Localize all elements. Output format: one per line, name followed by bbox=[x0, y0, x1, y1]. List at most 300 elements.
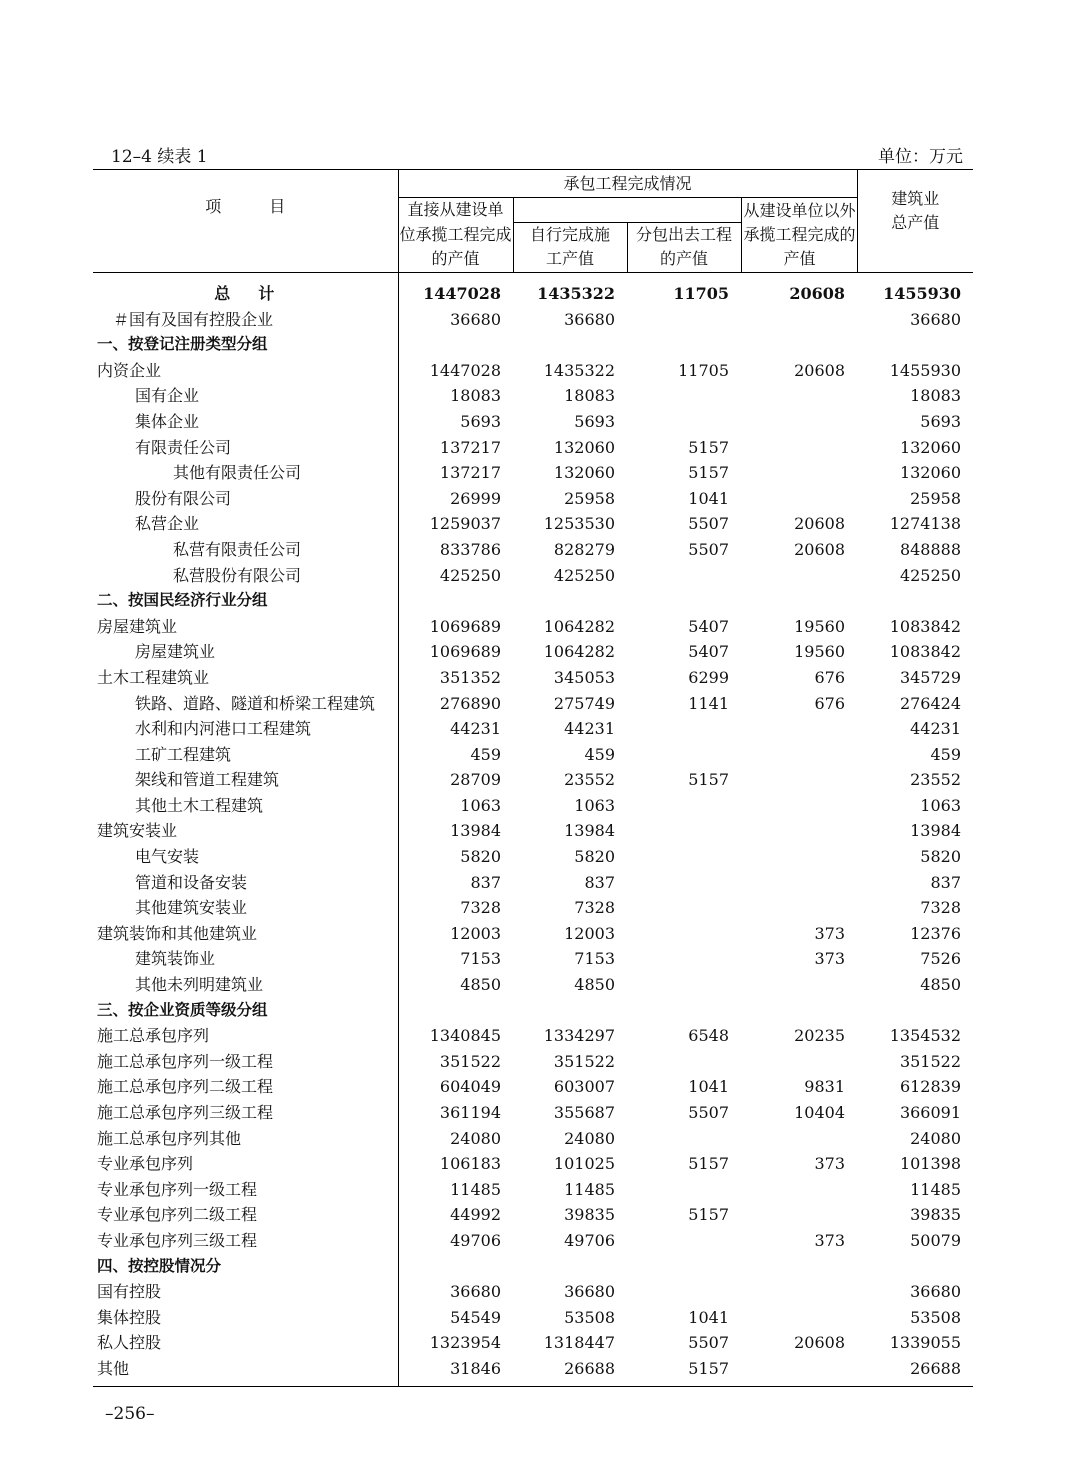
row-value: 676 bbox=[814, 667, 846, 687]
row-value: 351522 bbox=[899, 1051, 962, 1071]
row-label: 施工总承包序列 bbox=[97, 1026, 210, 1046]
row-value bbox=[627, 588, 741, 614]
row-value: 10404 bbox=[794, 1103, 846, 1122]
table-row bbox=[93, 818, 973, 844]
table-row bbox=[93, 1228, 973, 1254]
row-value bbox=[627, 1126, 741, 1152]
table-row bbox=[93, 691, 973, 717]
table-header bbox=[93, 170, 973, 273]
row-value: 11485 bbox=[398, 1177, 513, 1203]
row-value bbox=[741, 998, 857, 1024]
row-label: 二、按国民经济行业分组 bbox=[97, 591, 268, 610]
table-row bbox=[93, 1330, 973, 1356]
row-label: 工矿工程建筑 bbox=[135, 744, 232, 764]
row-value: 361194 bbox=[398, 1100, 513, 1126]
row-value: 20608 bbox=[794, 1333, 846, 1353]
table-row bbox=[93, 639, 973, 665]
row-value: 20235 bbox=[794, 1026, 846, 1046]
row-value bbox=[398, 588, 513, 614]
col-self-header: 自行完成施工产值 bbox=[513, 222, 627, 272]
row-value: 53508 bbox=[564, 1307, 615, 1327]
table-row bbox=[93, 1151, 973, 1177]
row-label: 建筑安装业 bbox=[97, 821, 178, 841]
row-label: 国有企业 bbox=[135, 386, 200, 406]
row-label: 施工总承包序列三级工程 bbox=[97, 1103, 274, 1122]
row-value: 12003 bbox=[564, 923, 615, 943]
row-value: 425250 bbox=[398, 563, 513, 589]
row-value: 1063 bbox=[398, 793, 513, 819]
row-label: 总 计 bbox=[214, 284, 281, 303]
row-value: 20608 bbox=[794, 360, 846, 380]
unit-label: 单位：万元 bbox=[878, 147, 963, 167]
table-row bbox=[93, 537, 973, 563]
table-row bbox=[93, 844, 973, 870]
row-value bbox=[513, 332, 627, 358]
row-value: 5820 bbox=[920, 847, 962, 867]
row-value: 459 bbox=[584, 744, 615, 764]
row-value: 7153 bbox=[398, 946, 513, 972]
table-row bbox=[93, 1356, 973, 1386]
row-value bbox=[398, 332, 513, 358]
table-row bbox=[93, 273, 973, 307]
row-value bbox=[741, 767, 857, 793]
row-value: 1069689 bbox=[398, 614, 513, 640]
row-label: 集体控股 bbox=[97, 1307, 162, 1327]
row-value: 26688 bbox=[513, 1356, 627, 1386]
row-value bbox=[741, 1305, 857, 1331]
table-row bbox=[93, 307, 973, 333]
row-value: 49706 bbox=[564, 1230, 615, 1250]
row-value: 132060 bbox=[899, 463, 962, 483]
table-row bbox=[93, 716, 973, 742]
col-other-header: 从建设单位以外承揽工程完成的产值 bbox=[741, 198, 857, 273]
row-value: 132060 bbox=[553, 437, 615, 457]
table-id: 12–4 续表 1 bbox=[111, 147, 208, 167]
row-value bbox=[627, 563, 741, 589]
row-value bbox=[741, 563, 857, 589]
row-value bbox=[627, 307, 741, 333]
table-row bbox=[93, 1023, 973, 1049]
row-value: 24080 bbox=[910, 1128, 962, 1148]
col-item-header: 项 目 bbox=[93, 170, 398, 273]
row-value: 459 bbox=[398, 742, 513, 768]
row-value bbox=[741, 1279, 857, 1305]
row-value bbox=[627, 1279, 741, 1305]
row-value: 101025 bbox=[553, 1154, 615, 1174]
row-label: 私营有限责任公司 bbox=[173, 539, 302, 559]
table-row bbox=[93, 1177, 973, 1203]
row-value bbox=[741, 307, 857, 333]
row-value: 11705 bbox=[678, 360, 729, 380]
row-value bbox=[627, 921, 741, 947]
row-value bbox=[741, 793, 857, 819]
row-value: 7328 bbox=[920, 898, 962, 918]
row-label: 施工总承包序列一级工程 bbox=[97, 1051, 274, 1071]
row-label: 水利和内河港口工程建筑 bbox=[135, 719, 312, 739]
row-label: 专业承包序列 bbox=[97, 1154, 194, 1174]
row-value: 13984 bbox=[398, 818, 513, 844]
row-value bbox=[627, 895, 741, 921]
row-value bbox=[627, 1049, 741, 1075]
row-value: 12003 bbox=[398, 921, 513, 947]
table-row bbox=[93, 1202, 973, 1228]
row-label: 私营企业 bbox=[135, 514, 200, 534]
row-value: 44231 bbox=[910, 719, 962, 739]
table-row bbox=[93, 767, 973, 793]
row-value: 833786 bbox=[398, 537, 513, 563]
row-value: 18083 bbox=[398, 383, 513, 409]
row-value bbox=[627, 332, 741, 358]
row-value: 5507 bbox=[688, 1103, 729, 1122]
row-value: 36680 bbox=[910, 1282, 962, 1302]
row-value: 373 bbox=[814, 1154, 846, 1174]
table-row bbox=[93, 358, 973, 384]
row-value: 275749 bbox=[553, 693, 615, 713]
row-label: 电气安装 bbox=[135, 847, 200, 867]
row-label: 内资企业 bbox=[97, 360, 162, 380]
row-value: 1063 bbox=[920, 795, 962, 815]
row-label: 有限责任公司 bbox=[135, 437, 232, 457]
row-value: 351352 bbox=[398, 665, 513, 691]
table-row bbox=[93, 946, 973, 972]
table-row bbox=[93, 1279, 973, 1305]
row-value: 44231 bbox=[564, 719, 615, 739]
row-value: 5820 bbox=[574, 847, 615, 867]
row-value: 1455930 bbox=[889, 360, 962, 380]
row-label: 股份有限公司 bbox=[135, 488, 232, 508]
row-value bbox=[513, 588, 627, 614]
row-value bbox=[627, 409, 741, 435]
row-value: 5157 bbox=[688, 437, 729, 457]
table-row bbox=[93, 1100, 973, 1126]
row-value: 26688 bbox=[857, 1356, 973, 1386]
row-value bbox=[741, 1356, 857, 1386]
table-row bbox=[93, 511, 973, 537]
row-value: 1455930 bbox=[883, 284, 962, 303]
row-value bbox=[741, 844, 857, 870]
row-value: 7328 bbox=[398, 895, 513, 921]
table-row bbox=[93, 1254, 973, 1280]
row-label: 集体企业 bbox=[135, 411, 200, 431]
row-value: 345053 bbox=[553, 667, 615, 687]
row-value: 54549 bbox=[398, 1305, 513, 1331]
table-body bbox=[93, 273, 973, 1387]
row-label: 三、按企业资质等级分组 bbox=[97, 1000, 268, 1019]
row-value: 355687 bbox=[553, 1103, 615, 1122]
row-value: 20608 bbox=[794, 539, 846, 559]
row-value bbox=[741, 435, 857, 461]
row-value: 132060 bbox=[553, 463, 615, 483]
row-value: 1041 bbox=[688, 488, 729, 508]
row-label: 专业承包序列一级工程 bbox=[97, 1179, 258, 1199]
row-value: 1063 bbox=[574, 795, 615, 815]
row-value: 20608 bbox=[789, 284, 846, 303]
row-value: 1041 bbox=[688, 1307, 729, 1327]
row-value: 44231 bbox=[398, 716, 513, 742]
row-value bbox=[741, 972, 857, 998]
row-value: 1447028 bbox=[398, 358, 513, 384]
row-value bbox=[627, 716, 741, 742]
row-value: 5157 bbox=[688, 463, 729, 483]
col-direct-header-a: 直接从建设单 bbox=[398, 198, 513, 223]
table-row bbox=[93, 614, 973, 640]
row-value bbox=[741, 409, 857, 435]
row-value: 31846 bbox=[398, 1356, 513, 1386]
statistics-table bbox=[93, 169, 973, 1387]
table-row bbox=[93, 460, 973, 486]
table-row bbox=[93, 793, 973, 819]
row-value bbox=[627, 818, 741, 844]
row-value: 11705 bbox=[673, 284, 729, 303]
row-value: 1253530 bbox=[543, 514, 615, 534]
row-value: 6299 bbox=[688, 667, 729, 687]
row-label: 私人控股 bbox=[97, 1333, 162, 1353]
row-value: 4850 bbox=[920, 975, 962, 995]
row-value: 612839 bbox=[899, 1077, 962, 1097]
row-value bbox=[857, 998, 973, 1024]
row-label: 其他土木工程建筑 bbox=[135, 795, 264, 815]
row-value bbox=[741, 1254, 857, 1280]
row-value: 23552 bbox=[564, 770, 615, 790]
row-value: 5157 bbox=[688, 1205, 729, 1225]
row-value: 5507 bbox=[688, 1333, 729, 1353]
row-value: 5820 bbox=[398, 844, 513, 870]
row-value bbox=[741, 383, 857, 409]
row-value: 837 bbox=[398, 870, 513, 896]
row-value bbox=[627, 844, 741, 870]
table-row bbox=[93, 588, 973, 614]
row-label: 其他建筑安装业 bbox=[135, 898, 248, 918]
row-value: 1435322 bbox=[543, 360, 615, 380]
table-row bbox=[93, 1126, 973, 1152]
row-value: 425250 bbox=[899, 565, 962, 585]
row-label: 建筑装饰和其他建筑业 bbox=[97, 923, 258, 943]
row-value: 1323954 bbox=[398, 1330, 513, 1356]
table-row bbox=[93, 1049, 973, 1075]
row-value: 1339055 bbox=[889, 1333, 962, 1353]
row-value: 36680 bbox=[564, 309, 615, 329]
row-value: 828279 bbox=[553, 539, 615, 559]
row-label: 房屋建筑业 bbox=[97, 616, 178, 636]
table-row bbox=[93, 563, 973, 589]
row-value: 39835 bbox=[910, 1205, 962, 1225]
row-label: 其他 bbox=[93, 1356, 398, 1386]
row-value: 345729 bbox=[899, 667, 962, 687]
row-value: 132060 bbox=[899, 437, 962, 457]
row-value: 4850 bbox=[574, 975, 615, 995]
row-value: 373 bbox=[814, 923, 846, 943]
row-label: 专业承包序列三级工程 bbox=[97, 1230, 258, 1250]
row-value: 5693 bbox=[920, 411, 962, 431]
row-value: 11485 bbox=[910, 1179, 962, 1199]
row-label: ＃国有及国有控股企业 bbox=[113, 309, 274, 329]
row-value: 6548 bbox=[688, 1026, 729, 1046]
row-value: 5407 bbox=[688, 642, 729, 662]
row-value: 5157 bbox=[688, 770, 729, 790]
table-row bbox=[93, 486, 973, 512]
row-value: 50079 bbox=[910, 1230, 962, 1250]
table-row bbox=[93, 870, 973, 896]
row-value bbox=[627, 946, 741, 972]
row-value bbox=[741, 870, 857, 896]
row-value bbox=[627, 1228, 741, 1254]
row-value: 19560 bbox=[794, 616, 846, 636]
row-value: 276890 bbox=[398, 691, 513, 717]
row-value bbox=[627, 870, 741, 896]
row-value bbox=[627, 1177, 741, 1203]
row-value: 1141 bbox=[688, 693, 729, 713]
row-value: 1069689 bbox=[398, 639, 513, 665]
row-value: 676 bbox=[814, 693, 846, 713]
row-value bbox=[741, 486, 857, 512]
row-label: 铁路、道路、隧道和桥梁工程建筑 bbox=[135, 693, 376, 713]
row-value: 106183 bbox=[398, 1151, 513, 1177]
table-row bbox=[93, 921, 973, 947]
row-value: 603007 bbox=[553, 1077, 615, 1097]
row-value: 101398 bbox=[899, 1154, 962, 1174]
row-value: 837 bbox=[930, 872, 962, 892]
row-value: 351522 bbox=[398, 1049, 513, 1075]
row-value: 459 bbox=[930, 744, 962, 764]
row-value bbox=[741, 460, 857, 486]
row-value: 4850 bbox=[398, 972, 513, 998]
row-value: 1083842 bbox=[889, 642, 962, 662]
row-value bbox=[741, 818, 857, 844]
row-value: 1274138 bbox=[889, 514, 962, 534]
row-value: 137217 bbox=[398, 460, 513, 486]
row-value bbox=[857, 332, 973, 358]
row-value: 1064282 bbox=[543, 642, 615, 662]
row-value bbox=[513, 998, 627, 1024]
row-label: 架线和管道工程建筑 bbox=[135, 770, 280, 790]
row-label: 其他有限责任公司 bbox=[173, 463, 302, 483]
row-value: 9831 bbox=[804, 1077, 846, 1097]
row-value: 366091 bbox=[899, 1103, 962, 1122]
row-value bbox=[741, 716, 857, 742]
col-group-header: 承包工程完成情况 bbox=[398, 170, 857, 198]
row-value: 604049 bbox=[398, 1074, 513, 1100]
row-value: 5507 bbox=[688, 514, 729, 534]
row-value: 1318447 bbox=[543, 1333, 615, 1353]
row-value: 36680 bbox=[398, 307, 513, 333]
page-number: –256– bbox=[105, 1404, 155, 1424]
row-value: 5407 bbox=[688, 616, 729, 636]
row-value bbox=[741, 332, 857, 358]
row-value bbox=[741, 1177, 857, 1203]
row-label: 房屋建筑业 bbox=[135, 642, 216, 662]
row-value: 5693 bbox=[574, 411, 615, 431]
col-empty-sub bbox=[513, 198, 741, 223]
row-value: 848888 bbox=[899, 539, 962, 559]
row-value: 18083 bbox=[564, 386, 615, 406]
row-value: 26999 bbox=[398, 486, 513, 512]
row-value: 13984 bbox=[910, 821, 962, 841]
row-value: 351522 bbox=[553, 1051, 615, 1071]
row-value: 425250 bbox=[553, 565, 615, 585]
table-row bbox=[93, 1305, 973, 1331]
row-value: 36680 bbox=[398, 1279, 513, 1305]
row-label: 土木工程建筑业 bbox=[97, 667, 210, 687]
row-value: 7526 bbox=[920, 949, 962, 969]
row-value: 1064282 bbox=[543, 616, 615, 636]
row-label: 施工总承包序列其他 bbox=[97, 1128, 242, 1148]
table-row bbox=[93, 409, 973, 435]
row-value bbox=[627, 1254, 741, 1280]
table-row bbox=[93, 435, 973, 461]
table-row bbox=[93, 665, 973, 691]
row-value: 44992 bbox=[398, 1202, 513, 1228]
col-direct-header-b: 位承揽工程完成的产值 bbox=[398, 222, 513, 272]
row-value: 1083842 bbox=[889, 616, 962, 636]
row-value bbox=[741, 1049, 857, 1075]
row-value: 7328 bbox=[574, 898, 615, 918]
table-row bbox=[93, 895, 973, 921]
row-value bbox=[398, 1254, 513, 1280]
row-value bbox=[741, 1126, 857, 1152]
row-label: 管道和设备安装 bbox=[135, 872, 248, 892]
row-label: 国有控股 bbox=[97, 1282, 162, 1302]
row-value: 13984 bbox=[564, 821, 615, 841]
row-value: 49706 bbox=[398, 1228, 513, 1254]
row-value bbox=[741, 588, 857, 614]
row-value bbox=[741, 742, 857, 768]
row-value bbox=[627, 972, 741, 998]
row-value bbox=[857, 588, 973, 614]
row-value: 276424 bbox=[899, 693, 962, 713]
row-value: 12376 bbox=[910, 923, 962, 943]
row-value bbox=[857, 1254, 973, 1280]
row-value: 5693 bbox=[398, 409, 513, 435]
row-value: 1435322 bbox=[537, 284, 615, 303]
row-label: 专业承包序列二级工程 bbox=[97, 1205, 258, 1225]
row-value: 373 bbox=[814, 949, 846, 969]
row-value: 1259037 bbox=[398, 511, 513, 537]
row-value: 5507 bbox=[688, 539, 729, 559]
row-value: 1447028 bbox=[398, 273, 513, 307]
row-value: 1354532 bbox=[889, 1026, 962, 1046]
row-label: 一、按登记注册类型分组 bbox=[97, 335, 268, 354]
row-value: 53508 bbox=[910, 1307, 962, 1327]
table-row bbox=[93, 972, 973, 998]
row-value: 36680 bbox=[910, 309, 962, 329]
row-value: 24080 bbox=[398, 1126, 513, 1152]
row-value: 11485 bbox=[564, 1179, 615, 1199]
row-value bbox=[627, 383, 741, 409]
row-value bbox=[398, 998, 513, 1024]
row-label: 施工总承包序列二级工程 bbox=[97, 1077, 274, 1097]
table-row bbox=[93, 332, 973, 358]
row-value bbox=[627, 998, 741, 1024]
row-value: 23552 bbox=[910, 770, 962, 790]
row-value: 1334297 bbox=[543, 1026, 615, 1046]
row-value: 20608 bbox=[794, 514, 846, 534]
row-label: 私营股份有限公司 bbox=[173, 565, 302, 585]
row-value bbox=[741, 1202, 857, 1228]
table-row bbox=[93, 1074, 973, 1100]
col-total-header: 建筑业总产值 bbox=[857, 170, 973, 273]
row-label: 其他未列明建筑业 bbox=[135, 975, 264, 995]
row-value: 28709 bbox=[398, 767, 513, 793]
row-value: 837 bbox=[584, 872, 615, 892]
row-label: 建筑装饰业 bbox=[135, 949, 216, 969]
row-value: 1041 bbox=[688, 1077, 729, 1097]
row-label: 四、按控股情况分 bbox=[97, 1256, 222, 1275]
col-sub-header: 分包出去工程的产值 bbox=[627, 222, 741, 272]
row-value: 19560 bbox=[794, 642, 846, 662]
row-value: 36680 bbox=[564, 1282, 615, 1302]
row-value: 137217 bbox=[398, 435, 513, 461]
row-value bbox=[627, 793, 741, 819]
